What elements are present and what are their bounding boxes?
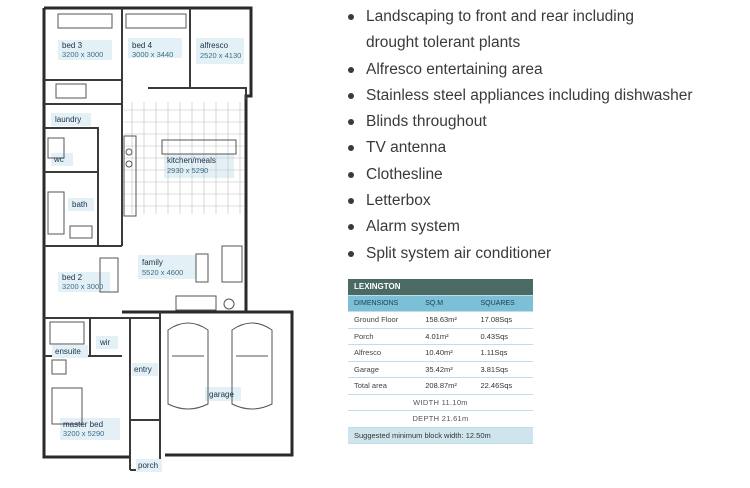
- room-master-name: master bed: [63, 420, 104, 429]
- cell-squares: 1.11Sqs: [474, 345, 533, 362]
- spec-table-title-row: [348, 279, 533, 295]
- depth-row: [348, 411, 533, 428]
- room-alfresco-name: alfresco: [200, 41, 229, 50]
- room-family-name: family: [142, 258, 163, 267]
- feature-item: Letterbox: [344, 188, 744, 214]
- spec-table-title: LEXINGTON: [348, 279, 533, 295]
- room-laundry-name: laundry: [55, 115, 82, 124]
- cell-label: Alfresco: [348, 345, 419, 362]
- block-row: [348, 427, 533, 444]
- cell-sqm: 35.42m²: [419, 361, 474, 378]
- room-family-dims: 5520 x 4600: [142, 268, 184, 277]
- feature-item: Stainless steel appliances including dishwasher: [344, 83, 744, 109]
- table-row: [348, 361, 533, 378]
- feature-item: Alarm system: [344, 214, 744, 240]
- cell-sqm: 4.01m²: [419, 328, 474, 345]
- floor-plan: [0, 0, 330, 488]
- room-garage-name: garage: [209, 390, 234, 399]
- room-ensuite-name: ensuite: [55, 347, 81, 356]
- lot-depth: DEPTH 21.61m: [348, 411, 533, 428]
- room-bed2-name: bed 2: [62, 273, 83, 282]
- room-bed4-dims: 3000 x 3440: [132, 50, 174, 59]
- room-wc-name: wc: [54, 155, 64, 164]
- cell-squares: 0.43Sqs: [474, 328, 533, 345]
- room-wir-name: wir: [100, 338, 111, 347]
- cell-sqm: 208.87m²: [419, 378, 474, 395]
- spec-table: [348, 279, 533, 444]
- room-alfresco-dims: 2520 x 4130: [200, 51, 242, 60]
- room-kitchen-name: kitchen/meals: [167, 156, 216, 165]
- cell-label: Ground Floor: [348, 312, 419, 329]
- cell-label: Garage: [348, 361, 419, 378]
- min-block-width: Suggested minimum block width: 12.50m: [348, 427, 533, 444]
- lot-width: WIDTH 11.10m: [348, 394, 533, 411]
- room-kitchen-dims: 2930 x 5290: [167, 166, 209, 175]
- feature-item: Landscaping to front and rear including: [344, 4, 744, 30]
- cell-sqm: 158.63m²: [419, 312, 474, 329]
- table-row: [348, 378, 533, 395]
- feature-item: TV antenna: [344, 135, 744, 161]
- feature-item: Alfresco entertaining area: [344, 57, 744, 83]
- room-bed3-dims: 3200 x 3000: [62, 50, 104, 59]
- table-row: [348, 312, 533, 329]
- cell-squares: 17.08Sqs: [474, 312, 533, 329]
- room-bed4-name: bed 4: [132, 41, 153, 50]
- room-bath-name: bath: [72, 200, 88, 209]
- room-master-dims: 3200 x 5290: [63, 429, 105, 438]
- feature-item: Clothesline: [344, 162, 744, 188]
- header-dimensions: DIMENSIONS: [348, 295, 419, 312]
- cell-squares: 22.46Sqs: [474, 378, 533, 395]
- cell-sqm: 10.40m²: [419, 345, 474, 362]
- header-squares: SQUARES: [474, 295, 533, 312]
- table-row: [348, 345, 533, 362]
- cell-squares: 3.81Sqs: [474, 361, 533, 378]
- cell-label: Total area: [348, 378, 419, 395]
- spec-table-header-row: [348, 295, 533, 312]
- header-sqm: SQ.M: [419, 295, 474, 312]
- features-list: [344, 4, 744, 267]
- table-row: [348, 328, 533, 345]
- room-porch-name: porch: [138, 461, 159, 470]
- width-row: [348, 394, 533, 411]
- cell-label: Porch: [348, 328, 419, 345]
- room-bed3-name: bed 3: [62, 41, 83, 50]
- feature-item: Split system air conditioner: [344, 241, 744, 267]
- feature-item: drought tolerant plants: [366, 34, 521, 52]
- feature-item: Blinds throughout: [344, 109, 744, 135]
- room-bed2-dims: 3200 x 3000: [62, 282, 104, 291]
- room-entry-name: entry: [134, 365, 152, 374]
